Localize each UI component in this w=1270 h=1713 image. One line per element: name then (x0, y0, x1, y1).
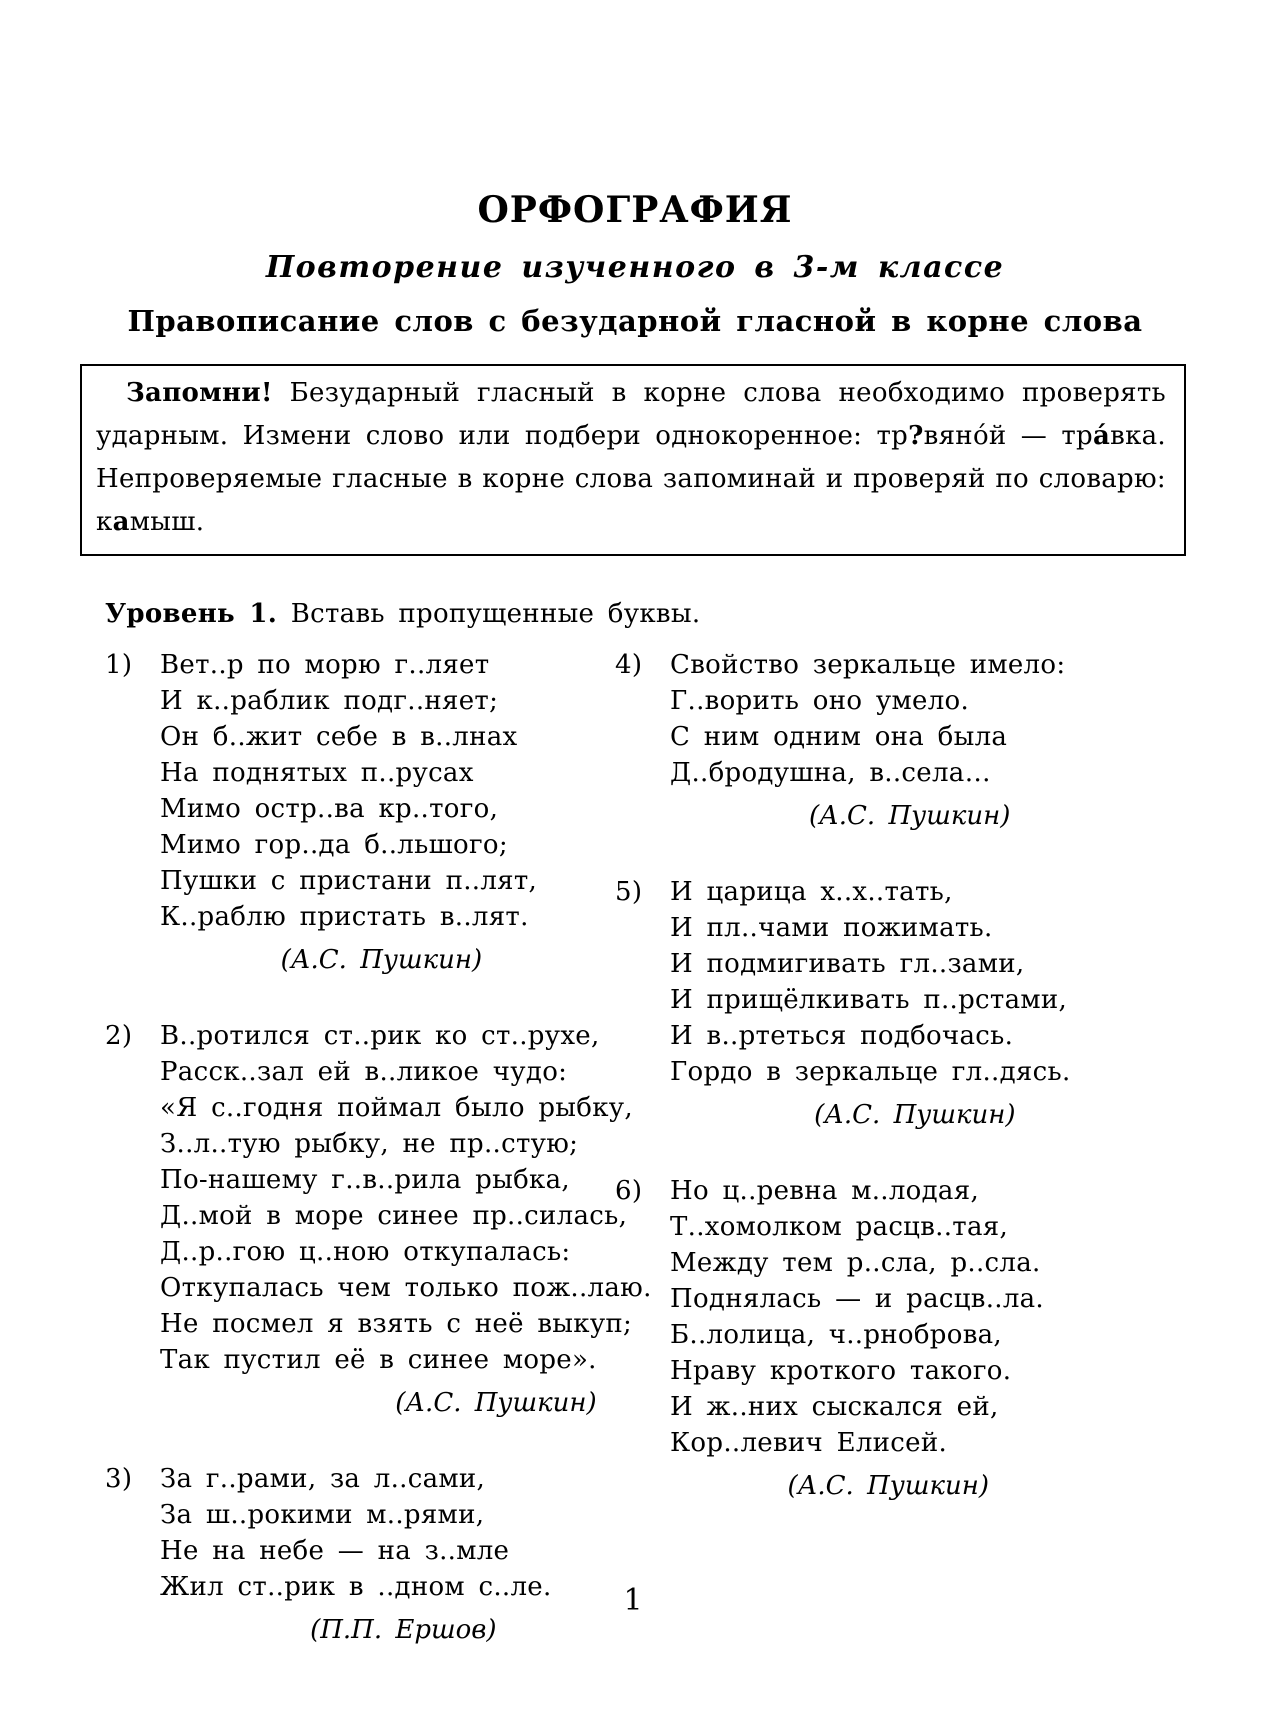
left-column (105, 647, 652, 1688)
poem-line: К..раблю пристать в..лят. (160, 902, 529, 932)
task-label: Уровень 1. (105, 599, 278, 629)
poem-line: И в..ртеться подбочась. (670, 1021, 1014, 1051)
memo-bold-segment: а (112, 507, 130, 537)
poem-line: Поднялась — и расцв..ла. (670, 1284, 1044, 1314)
exercise-number: 4) (615, 650, 643, 680)
poem-line: Но ц..ревна м..лодая, (670, 1176, 980, 1206)
poem-attribution: (П.П. Ершов) (310, 1615, 497, 1645)
poem-attribution: (А.С. Пушкин) (395, 1388, 597, 1418)
page-subtitle: Повторение изученного в 3-м классе (265, 250, 1005, 285)
memo-segment: вяно́й — тр (923, 421, 1093, 451)
poem-line: И ж..них сыскался ей, (670, 1392, 999, 1422)
page-title: ОРФОГРАФИЯ (477, 189, 793, 231)
task-line (105, 598, 1270, 630)
poem-line: Мимо остр..ва кр..того, (160, 794, 499, 824)
poem-line: Г..ворить оно умело. (670, 686, 970, 716)
poem-line: Откупалась чем только пож..лаю. (160, 1273, 652, 1303)
poem-line: И подмигивать гл..зами, (670, 949, 1025, 979)
poem-line: Мимо гор..да б..льшого; (160, 830, 508, 860)
poem-line: Д..мой в море синее пр..силась, (160, 1201, 628, 1231)
poem-line: Пушки с пристани п..лят, (160, 866, 538, 896)
poem-lines (670, 647, 1065, 834)
poem-lines (670, 874, 1071, 1133)
exercise-number: 5) (615, 877, 643, 907)
poem-line: Он б..жит себе в в..лнах (160, 722, 518, 752)
memo-segment: вка. Непроверяемые гласные в корне слова запоминай и проверяй по словарю: к (96, 421, 1166, 537)
exercise-item (105, 1018, 652, 1421)
poem-line: Между тем р..сла, р..сла. (670, 1248, 1041, 1278)
poem-line: Б..лолица, ч..рноброва, (670, 1320, 1002, 1350)
poem-line: На поднятых п..русах (160, 758, 474, 788)
exercise-number: 2) (105, 1021, 133, 1051)
poem-line: З..л..тую рыбку, не пр..стую; (160, 1129, 579, 1159)
poem-line: Расск..зал ей в..ликое чудо: (160, 1057, 568, 1087)
poem-line: Гордо в зеркальце гл..дясь. (670, 1057, 1071, 1087)
memo-box (80, 364, 1186, 556)
section-heading: Правописание слов с безударной гласной в корне слова (127, 304, 1143, 338)
poem-attribution: (А.С. Пушкин) (814, 1100, 1016, 1130)
exercise-number: 1) (105, 650, 133, 680)
poem-line: Кор..левич Елисей. (670, 1428, 948, 1458)
poem-line: Д..бродушна, в..села… (670, 758, 991, 788)
poem-attribution: (А.С. Пушкин) (808, 801, 1011, 831)
memo-segment: Безударный гласный в корне слова необходимо проверять ударным. Измени слово или подбери однокоренное: тр (96, 378, 1166, 451)
memo-segment: мыш. (129, 507, 205, 537)
exercise-number: 3) (105, 1464, 133, 1494)
poem-lines (160, 647, 537, 978)
memo-bold-segment: Запомни! (126, 378, 273, 408)
page-number: 1 (623, 1583, 643, 1618)
poem-attribution: (А.С. Пушкин) (280, 945, 483, 975)
poem-line: С ним одним она была (670, 722, 1008, 752)
poem-line: За ш..рокими м..рями, (160, 1500, 485, 1530)
exercise-number: 6) (615, 1176, 643, 1206)
memo-text (96, 378, 1166, 537)
poem-line: Нраву кроткого такого. (670, 1356, 1012, 1386)
poem-line: И прищёлкивать п..рстами, (670, 985, 1068, 1015)
poem-line: За г..рами, за л..сами, (160, 1464, 486, 1494)
poem-line: «Я с..годня поймал было рыбку, (160, 1093, 633, 1123)
exercise-item (105, 647, 615, 978)
poem-line: Не посмел я взять с неё выкуп; (160, 1309, 633, 1339)
exercise-columns (105, 647, 1270, 1688)
memo-bold-segment: ? (908, 421, 924, 451)
poem-lines (160, 1018, 652, 1421)
right-column (615, 647, 1185, 1688)
exercise-item (615, 647, 1185, 834)
task-text: Вставь пропущенные буквы. (290, 599, 701, 629)
poem-line: Т..хомолком расцв..тая, (670, 1212, 1009, 1242)
poem-line: Д..р..гою ц..ною откупалась: (160, 1237, 571, 1267)
poem-line: По-нашему г..в..рила рыбка, (160, 1165, 570, 1195)
poem-line: И к..раблик подг..няет; (160, 686, 499, 716)
exercise-item (105, 1461, 615, 1648)
poem-line: Жил ст..рик в ..дном с..ле. (160, 1572, 552, 1602)
poem-line: Вет..р по морю г..ляет (160, 650, 490, 680)
poem-line: В..ротился ст..рик ко ст..рухе, (160, 1021, 600, 1051)
exercise-item (615, 1173, 1185, 1504)
poem-line: И пл..чами пожимать. (670, 913, 993, 943)
poem-lines (670, 1173, 1044, 1504)
poem-line: Так пустил её в синее море». (160, 1345, 597, 1375)
poem-line: И царица х..х..тать, (670, 877, 953, 907)
poem-lines (160, 1461, 552, 1648)
memo-bold-segment: а́ (1092, 421, 1111, 451)
poem-attribution: (А.С. Пушкин) (787, 1471, 989, 1501)
poem-line: Свойство зеркальце имело: (670, 650, 1066, 680)
poem-line: Не на небе — на з..мле (160, 1536, 510, 1566)
exercise-item (615, 874, 1185, 1133)
